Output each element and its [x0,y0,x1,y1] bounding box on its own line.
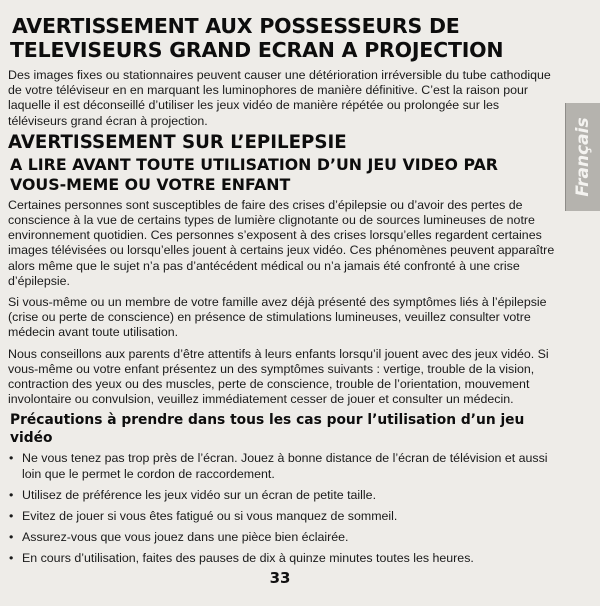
list-item [8,509,560,524]
list-item [8,551,560,566]
page-content [8,14,560,573]
precaution-text: En cours d’utilisation, faites des pauses de dix à quinze minutes toutes les heures. [22,551,474,566]
bullet-icon: • [9,551,14,566]
bullet-icon: • [9,530,14,545]
epilepsy-warning-subtitle-line2: VOUS-MEME OU VOTRE ENFANT [10,174,291,194]
epilepsy-warning-title: AVERTISSEMENT SUR L’EPILEPSIE [8,131,347,153]
projection-warning-section [8,14,560,129]
list-item [8,451,560,481]
precautions-section [8,411,560,566]
projection-warning-title-line1: AVERTISSEMENT AUX POSSESSEURS DE [12,14,460,38]
bullet-icon: • [9,487,14,502]
epilepsy-paragraph-3: Nous conseillons aux parents d’être attentifs à leurs enfants lorsqu’il jouent avec des jeux vidéo. Si vous-même ou votre enfant présentez un des symptômes suivants : vertige, trouble de la vision, contraction des yeux ou des muscles, perte de conscience, trouble de l’orientation, mouvement involontaire ou convulsion, veuillez immédiatement cesser de jouer et consulter un médecin. [8,346,549,407]
language-tab-label: Français [573,117,593,197]
bullet-icon: • [9,509,14,524]
language-tab [565,103,600,211]
precautions-list [8,451,560,566]
precautions-title: Précautions à prendre dans tous les cas pour l’utilisation d’un jeu vidéo [10,412,525,447]
precaution-text: Ne vous tenez pas trop près de l’écran. Jouez à bonne distance de l’écran de télévision et aussi loin que le permet le cordon de raccordement. [22,451,548,481]
precaution-text: Assurez-vous que vous jouez dans une pièce bien éclairée. [22,530,349,545]
list-item [8,530,560,545]
epilepsy-paragraph-1: Certaines personnes sont susceptibles de faire des crises d’épilepsie ou d’avoir des pertes de conscience à la vue de certains types de lumière clignotante ou de sources lumineuses de notre environnement quotidien. Ces personnes s’exposent à des crises lorsqu’elles regardent certaines images télévisées ou lorsqu’elles jouent à certains jeux vidéo. Ces phénomènes peuvent apparaître alors même que le sujet n’a pas d’antécédent médical ou n’a jamais été confronté à une crise d’épilepsie. [8,197,555,288]
list-item [8,488,560,503]
precaution-text: Utilisez de préférence les jeux vidéo sur un écran de petite taille. [22,487,377,502]
page-number: 33 [269,569,291,587]
precaution-text: Evitez de jouer si vous êtes fatigué ou si vous manquez de sommeil. [22,509,398,524]
epilepsy-warning-section [8,132,560,408]
projection-warning-body: Des images fixes ou stationnaires peuvent causer une détérioration irréversible du tube cathodique de votre téléviseur en en marquant les luminophores de manière définitive. C’est la raison pour laquelle il est déconseillé d’utiliser les jeux vidéo de manière répétée ou prolongée sur les téléviseurs grand écran à projection. [8,68,551,128]
projection-warning-title-line2: TELEVISEURS GRAND ECRAN A PROJECTION [10,38,504,62]
epilepsy-paragraph-2: Si vous-même ou un membre de votre famille avez déjà présenté des symptômes liés à l’épilepsie (crise ou perte de conscience) en présence de stimulations lumineuses, veuillez consulter votre médecin avant toute utilisation. [8,295,547,340]
epilepsy-warning-subtitle-line1: A LIRE AVANT TOUTE UTILISATION D’UN JEU VIDEO PAR [10,154,498,174]
bullet-icon: • [9,451,14,466]
